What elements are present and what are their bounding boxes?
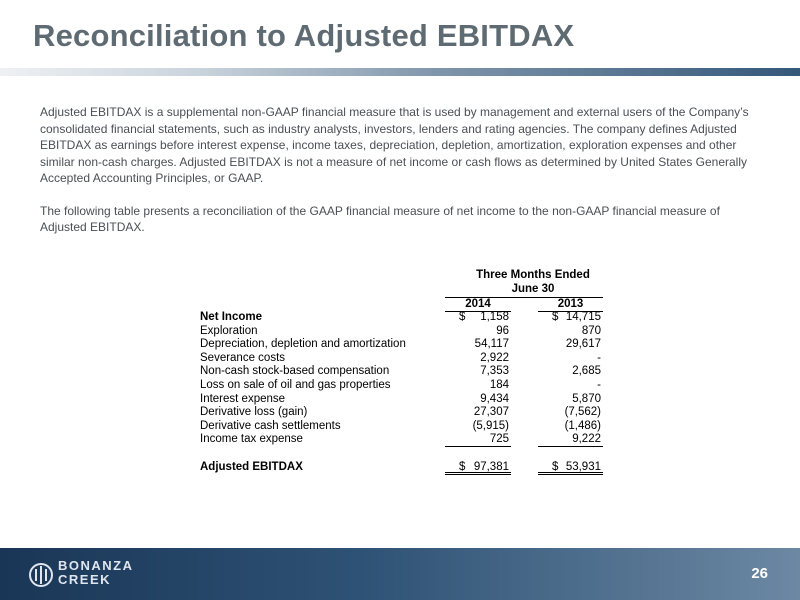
company-logo-text — [58, 559, 134, 587]
slide-title: Reconciliation to Adjusted EBITDAX — [33, 18, 575, 53]
row-label: Interest expense — [200, 392, 286, 405]
page-number: 26 — [751, 565, 768, 582]
table-period-header: Three Months Ended — [476, 269, 590, 281]
table-row — [198, 406, 618, 420]
value-2013: 5,870 — [572, 392, 601, 405]
value-2013: - — [597, 351, 601, 364]
table-row — [198, 433, 618, 447]
total-label: Adjusted EBITDAX — [200, 460, 303, 473]
value-2013: (7,562) — [564, 406, 601, 419]
currency-symbol: $ — [552, 460, 559, 473]
value-2014: 96 — [496, 324, 509, 337]
table-period-subheader: June 30 — [511, 283, 555, 295]
value-2014: 7,353 — [480, 365, 509, 378]
row-label: Income tax expense — [200, 433, 303, 446]
currency-symbol: $ — [459, 311, 466, 323]
table-row — [198, 365, 618, 379]
value-2013: (1,486) — [564, 419, 601, 432]
table-row — [198, 325, 618, 339]
value-2014: 1,158 — [480, 311, 509, 323]
value-2014: 725 — [489, 433, 509, 446]
value-2014: 184 — [489, 378, 509, 391]
total-value-2014: 97,381 — [473, 460, 509, 473]
logo-word-bonanza: BONANZA — [58, 558, 134, 573]
title-divider-bar — [0, 68, 800, 76]
value-2013: 2,685 — [572, 365, 601, 378]
value-2013: 9,222 — [572, 433, 601, 446]
table-row — [198, 420, 618, 434]
table-row — [198, 379, 618, 393]
value-2014: 27,307 — [473, 406, 509, 419]
intro-text — [40, 104, 760, 252]
table-row — [198, 352, 618, 366]
currency-symbol: $ — [552, 311, 559, 323]
intro-paragraph-1: Adjusted EBITDAX is a supplemental non-GAAP financial measure that is used by management and external users of the Company’s consolidated financial statements, such as industry analysts, investors, lenders and rating agencies. The company defines Adjusted EBITDAX as earnings before interest expense, income taxes, depreciation, depletion, amortization, exploration expenses and other similar non-cash charges. Adjusted EBITDAX is not a measure of net income or cash flows as determined by United States Generally Accepted Accounting Principles, or GAAP. — [40, 105, 749, 185]
table-body — [198, 311, 618, 475]
column-header-2013: 2013 — [557, 298, 584, 310]
value-2013: - — [597, 378, 601, 391]
row-label: Derivative loss (gain) — [200, 406, 308, 419]
table-total-row — [198, 461, 618, 475]
value-2014: (5,915) — [472, 419, 509, 432]
row-label: Loss on sale of oil and gas properties — [200, 378, 391, 391]
intro-paragraph-2: The following table presents a reconciliation of the GAAP financial measure of net income to the non-GAAP financial measure of Adjusted EBITDAX. — [40, 203, 720, 234]
total-value-2013: 53,931 — [565, 460, 601, 473]
column-header-2014: 2014 — [465, 298, 491, 310]
table-row — [198, 338, 618, 352]
row-label: Non-cash stock-based compensation — [200, 365, 390, 378]
row-label: Net Income — [200, 311, 262, 323]
logo-word-creek: CREEK — [58, 572, 112, 587]
table-row — [198, 393, 618, 407]
row-label: Severance costs — [200, 351, 286, 364]
table-row — [198, 311, 618, 325]
value-2013: 870 — [581, 324, 601, 337]
value-2013: 14,715 — [565, 311, 601, 323]
value-2013: 29,617 — [565, 338, 601, 351]
value-2014: 2,922 — [480, 351, 509, 364]
row-label: Derivative cash settlements — [200, 419, 341, 432]
value-2014: 54,117 — [474, 338, 509, 351]
row-label: Exploration — [200, 324, 258, 337]
currency-symbol: $ — [459, 460, 466, 473]
row-label: Depreciation, depletion and amortization — [200, 338, 406, 351]
value-2014: 9,434 — [480, 392, 509, 405]
